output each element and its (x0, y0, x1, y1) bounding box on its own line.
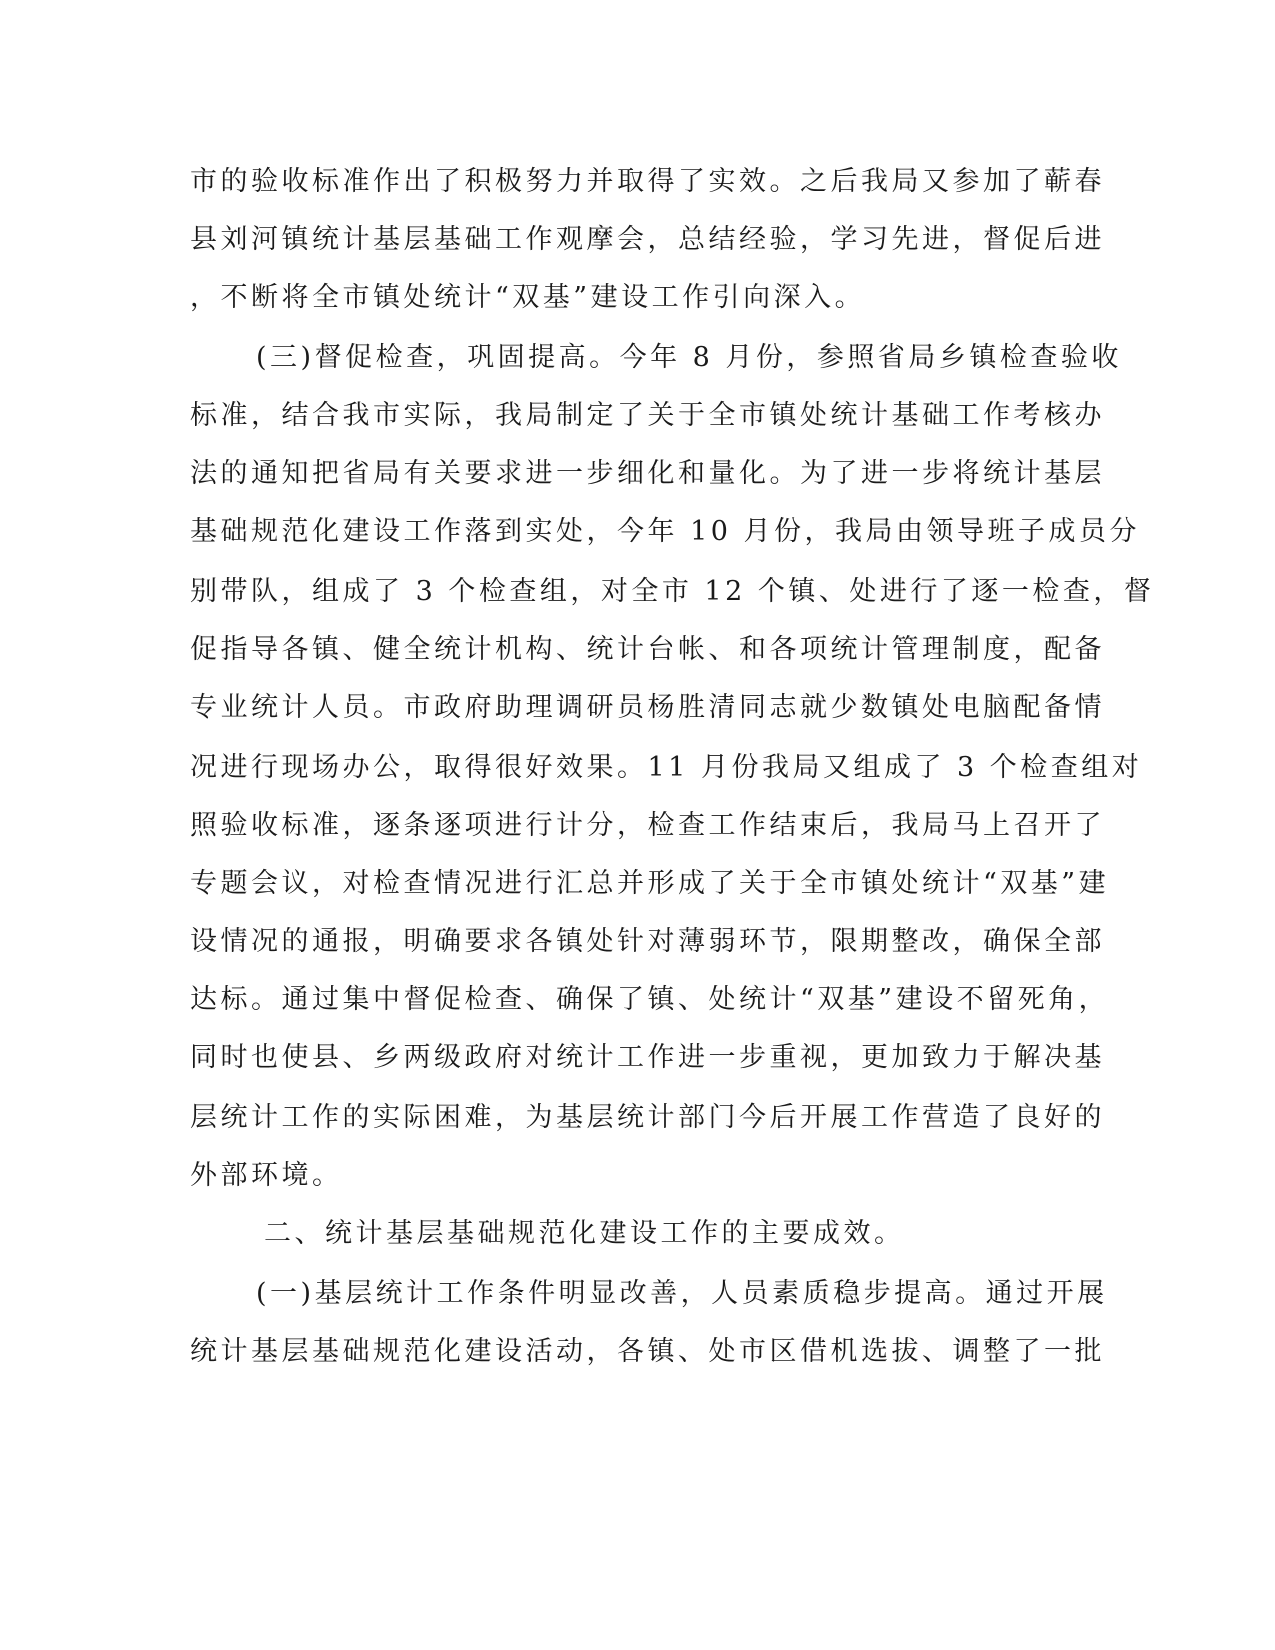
paragraph-line: 专题会议，对检查情况进行汇总并形成了关于全市镇处统计“双基”建 (190, 868, 1110, 899)
paragraph-line: 外部环境。 (190, 1160, 343, 1191)
paragraph-line: (三)督促检查，巩固提高。今年 8 月份，参照省局乡镇检查验收 (256, 342, 1122, 373)
paragraph-line: 专业统计人员。市政府助理调研员杨胜清同志就少数镇处电脑配备情 (190, 692, 1105, 723)
paragraph-line: (一)基层统计工作条件明显改善，人员素质稳步提高。通过开展 (256, 1278, 1108, 1309)
paragraph-line: 县刘河镇统计基层基础工作观摩会，总结经验，学习先进，督促后进 (190, 224, 1105, 255)
paragraph-line: 设情况的通报，明确要求各镇处针对薄弱环节，限期整改，确保全部 (190, 926, 1105, 957)
paragraph-line: 照验收标准，逐条逐项进行计分，检查工作结束后，我局马上召开了 (190, 810, 1105, 841)
paragraph-line: 市的验收标准作出了积极努力并取得了实效。之后我局又参加了蕲春 (190, 166, 1105, 197)
paragraph-line: 标准，结合我市实际，我局制定了关于全市镇处统计基础工作考核办 (190, 400, 1105, 431)
paragraph-line: 法的通知把省局有关要求进一步细化和量化。为了进一步将统计基层 (190, 458, 1105, 489)
paragraph-line: 统计基层基础规范化建设活动，各镇、处市区借机选拔、调整了一批 (190, 1336, 1105, 1367)
paragraph-line: 别带队，组成了 3 个检查组，对全市 12 个镇、处进行了逐一检查，督 (190, 576, 1155, 607)
paragraph-line: 况进行现场办公，取得很好效果。11 月份我局又组成了 3 个检查组对 (190, 752, 1143, 783)
section-heading: 二、统计基层基础规范化建设工作的主要成效。 (264, 1218, 905, 1249)
paragraph-line: 达标。通过集中督促检查、确保了镇、处统计“双基”建设不留死角， (190, 984, 1110, 1015)
paragraph-line: ，不断将全市镇处统计“双基”建设工作引向深入。 (190, 282, 866, 313)
paragraph-line: 促指导各镇、健全统计机构、统计台帐、和各项统计管理制度，配备 (190, 634, 1105, 665)
paragraph-line: 基础规范化建设工作落到实处，今年 10 月份，我局由领导班子成员分 (190, 516, 1141, 547)
paragraph-line: 层统计工作的实际困难，为基层统计部门今后开展工作营造了良好的 (190, 1102, 1105, 1133)
paragraph-line: 同时也使县、乡两级政府对统计工作进一步重视，更加致力于解决基 (190, 1042, 1105, 1073)
